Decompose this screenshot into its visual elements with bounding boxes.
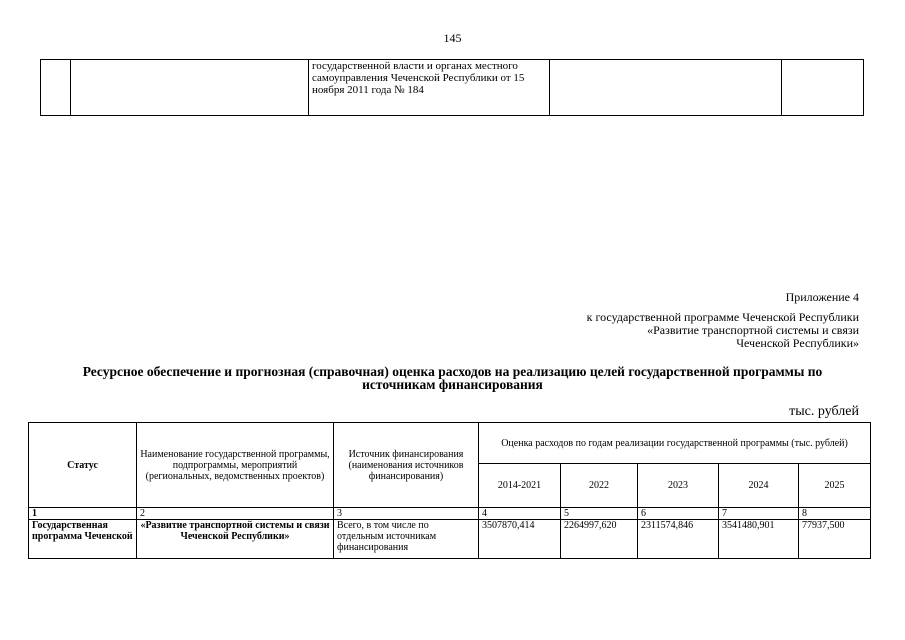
header-year: 2025 bbox=[799, 464, 871, 508]
header-estimate: Оценка расходов по годам реализации государственной программы (тыс. рублей) bbox=[479, 423, 871, 464]
column-number: 7 bbox=[719, 508, 799, 520]
row-value: 77937,500 bbox=[799, 520, 871, 559]
resource-table bbox=[28, 422, 871, 559]
column-number: 2 bbox=[137, 508, 334, 520]
table-cell bbox=[71, 60, 309, 116]
appendix-line-1: к государственной программе Чеченской Республики bbox=[586, 310, 859, 324]
page-number: 145 bbox=[443, 31, 462, 45]
header-program-name: Наименование государственной программы, подпрограммы, мероприятий (региональных, ведомственных проектов) bbox=[137, 423, 334, 508]
table-cell bbox=[550, 60, 782, 116]
table-cell bbox=[309, 60, 550, 116]
row-value: 2264997,620 bbox=[561, 520, 638, 559]
column-number: 1 bbox=[29, 508, 137, 520]
header-year: 2023 bbox=[638, 464, 719, 508]
numbering-row bbox=[29, 508, 871, 520]
table-cell bbox=[41, 60, 71, 116]
column-number: 8 bbox=[799, 508, 871, 520]
column-number: 6 bbox=[638, 508, 719, 520]
table-header-row bbox=[29, 423, 871, 464]
header-source: Источник финансирования (наименования источников финансирования) bbox=[334, 423, 479, 508]
column-number: 4 bbox=[479, 508, 561, 520]
row-value: 3507870,414 bbox=[479, 520, 561, 559]
appendix-line-2: «Развитие транспортной системы и связи bbox=[647, 323, 859, 337]
table-row bbox=[29, 520, 871, 559]
header-year: 2024 bbox=[719, 464, 799, 508]
column-number: 3 bbox=[334, 508, 479, 520]
row-status: Государственная программа Чеченской bbox=[29, 520, 137, 559]
row-value: 2311574,846 bbox=[638, 520, 719, 559]
table-cell bbox=[782, 60, 864, 116]
header-year: 2014-2021 bbox=[479, 464, 561, 508]
units-label: тыс. рублей bbox=[789, 404, 859, 419]
cell-text: государственной власти и органах местного самоуправления Чеченской Республики от 15 ноября 2011 года № 184 bbox=[312, 60, 525, 96]
appendix-title: Приложение 4 bbox=[785, 290, 859, 304]
appendix-reference bbox=[587, 311, 859, 350]
column-number: 5 bbox=[561, 508, 638, 520]
row-source: Всего, в том числе по отдельным источникам финансирования bbox=[334, 520, 479, 559]
table-row bbox=[41, 60, 864, 116]
appendix-line-3: Чеченской Республики» bbox=[736, 336, 859, 350]
row-program-name: «Развитие транспортной системы и связи Чеченской Республики» bbox=[137, 520, 334, 559]
header-year: 2022 bbox=[561, 464, 638, 508]
row-value: 3541480,901 bbox=[719, 520, 799, 559]
document-title: Ресурсное обеспечение и прогнозная (справочная) оценка расходов на реализацию целей государственной программы по источникам финансирования bbox=[82, 364, 823, 392]
continuation-table bbox=[40, 59, 864, 116]
header-status: Статус bbox=[29, 423, 137, 508]
